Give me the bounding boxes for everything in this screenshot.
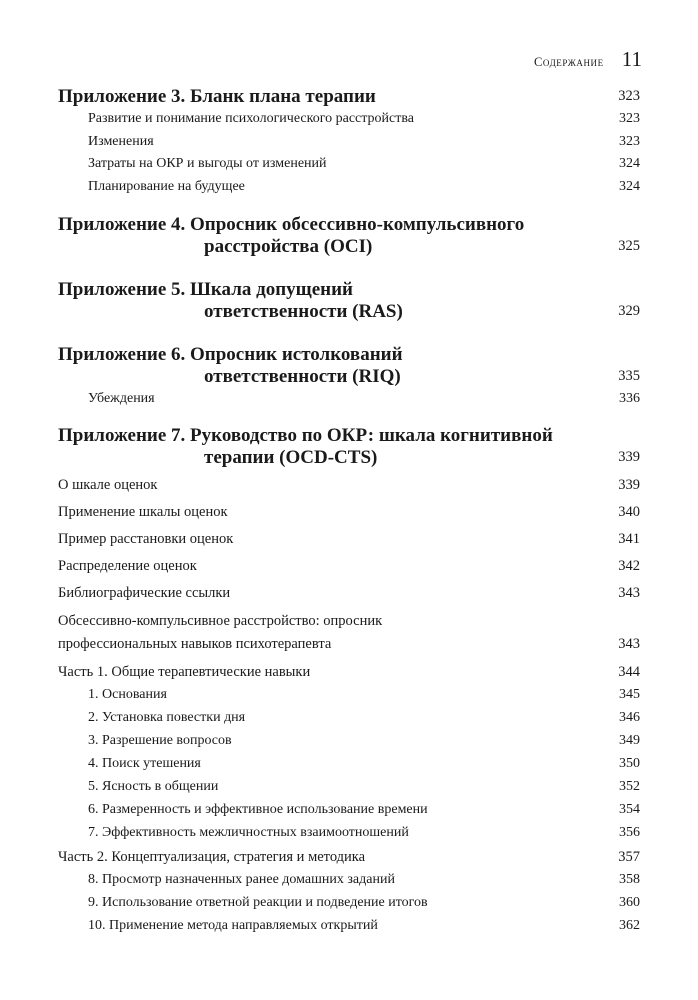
toc-page-number: 341 [618,530,640,547]
toc-part-item-text: 5. Ясность в общении [88,778,219,794]
toc-entry [58,529,640,550]
toc-part-item [58,729,640,752]
toc-appendix-4 [58,214,640,258]
toc-page-number: 362 [619,917,640,933]
toc-page-number: 339 [618,448,640,465]
toc-appendix-title-line1: Приложение 7. Руководство по ОКР: шкала когнитивной [58,424,553,446]
toc-page-number: 343 [618,584,640,601]
toc-page-number: 356 [619,824,640,840]
toc-page-number: 339 [618,476,640,493]
toc-appendix-title: Приложение 3. Бланк плана терапии [58,86,376,107]
toc-entry [58,583,640,604]
toc-part-item-text: 7. Эффективность межличностных взаимоотношений [88,824,409,840]
toc-appendix-title-line1: Приложение 6. Опросник истолкований [58,344,403,365]
toc-page-number: 325 [618,238,640,254]
toc-part-item-text: 2. Установка повестки дня [88,709,246,725]
toc-subentry-text: Изменения [88,133,154,149]
toc-part-item [58,821,640,844]
toc-appendix-5 [58,279,640,323]
toc-entry-survey [58,610,640,656]
toc-subentry [58,176,640,199]
toc-part-item [58,891,640,914]
toc-subentry-text: Развитие и понимание психологического расстройства [88,111,414,126]
toc-part-item [58,798,640,821]
toc-subentry [58,108,640,131]
header-page-number: 11 [621,47,642,71]
toc-page-number: 360 [619,894,640,910]
toc-page-number: 336 [619,391,640,406]
toc-page-number: 323 [618,88,640,104]
toc-entry-text: Пример расстановки оценок [58,530,234,547]
toc-appendix-3 [58,86,640,108]
toc-appendix-title-line2: ответственности (RAS) [204,301,403,322]
toc-part-item-text: 6. Размеренность и эффективное использование времени [88,801,428,817]
header-title: Содержание [533,55,604,69]
toc-part-item [58,868,640,891]
toc-appendix-6 [58,344,640,388]
toc-page-number: 350 [619,755,640,771]
toc-page-number: 358 [619,871,640,887]
toc-part-title: Часть 2. Концептуализация, стратегия и методика [58,848,366,865]
toc-entry-text: Распределение оценок [58,557,197,574]
toc-entry-text: Библиографические ссылки [58,584,231,601]
toc-page-number: 343 [618,635,640,652]
toc-subentry [58,388,640,411]
toc-page-number: 352 [619,778,640,794]
toc-page-number: 340 [618,503,640,520]
toc-part-item [58,706,640,729]
toc-part-item [58,775,640,798]
toc-appendix-title-line1: Приложение 4. Опросник обсессивно-компульсивного [58,214,525,235]
toc-page-number: 349 [619,732,640,748]
toc-part-item-text: 10. Применение метода направляемых открытий [88,917,378,933]
toc-entry [58,502,640,523]
toc-page-number: 323 [619,133,640,149]
toc-entry-text: О шкале оценок [58,476,158,493]
toc-page-number: 324 [619,178,640,194]
toc-appendix-title-line1: Приложение 5. Шкала допущений [58,279,353,300]
toc-part-1 [58,662,640,683]
toc-part-item-text: 3. Разрешение вопросов [88,732,232,748]
toc-entry [58,475,640,496]
toc-entry-text: Применение шкалы оценок [58,503,228,520]
toc-page-number: 354 [619,801,640,817]
toc-part-item [58,683,640,706]
toc-page-number: 329 [618,303,640,319]
toc-part-title: Часть 1. Общие терапевтические навыки [58,663,311,680]
toc-subentry-text: Убеждения [88,391,155,406]
toc-page-number: 335 [618,368,640,384]
toc-entry-text-line2: профессиональных навыков психотерапевта [58,635,332,652]
toc-part-item [58,914,640,937]
toc-page-number: 323 [619,111,640,126]
toc-page-number: 342 [618,557,640,574]
toc-appendix-7 [58,425,640,469]
toc-subentry-text: Затраты на ОКР и выгоды от изменений [88,156,327,171]
toc-part-2 [58,847,640,868]
toc-subentry [58,131,640,154]
toc-subentry [58,153,640,176]
toc-part-item-text: 1. Основания [88,686,167,702]
toc-entry [58,556,640,577]
toc-page-number: 324 [619,156,640,171]
toc-part-item-text: 4. Поиск утешения [88,755,201,771]
toc-page-number: 357 [618,848,640,865]
table-of-contents [58,86,640,937]
toc-subentry-text: Планирование на будущее [88,178,245,194]
toc-main-entries [58,475,640,656]
toc-appendix-title-line2: терапии (OCD-CTS) [204,446,378,468]
running-header [534,47,642,72]
toc-entry-text-line1: Обсессивно-компульсивное расстройство: опросник [58,612,383,629]
toc-appendix-title-line2: ответственности (RIQ) [204,366,401,387]
toc-page-number: 345 [619,686,640,702]
toc-page-number: 346 [619,709,640,725]
toc-appendix-title-line2: расстройства (OCI) [204,236,373,257]
toc-part-item-text: 9. Использование ответной реакции и подведение итогов [88,894,428,910]
toc-part-item-text: 8. Просмотр назначенных ранее домашних заданий [88,871,395,887]
toc-part-item [58,752,640,775]
toc-page-number: 344 [618,663,640,680]
